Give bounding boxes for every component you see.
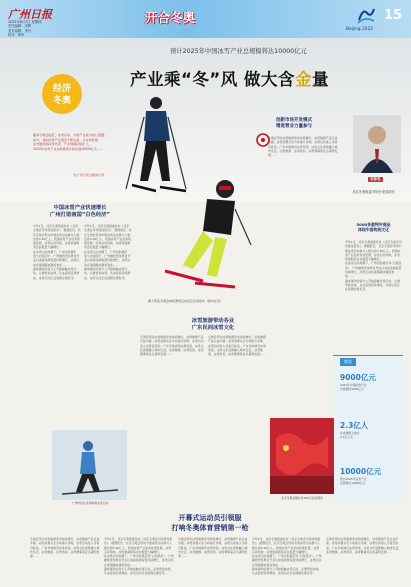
bottom-body-col-3: 冬奥会带动冰雪旅游需求持续增长，冰雪旅游产品日益丰富。冰雪消费从北方向南方延伸，冰雪运动进入寻常百姓家。广东多地建设冰雪场馆，冰雪文化逐渐融入城市生活，冰雪旅游、冰雪培训、冰雪赛事等业态蓬勃发展…… xyxy=(178,537,248,559)
interview-body: 冬奥会带动冰雪旅游需求持续增长，冰雪旅游产品日益丰富。冰雪消费从北方向南方延伸，冰雪运动进入寻常百姓家。广东多地建设冰雪场馆，冰雪文化逐渐融入城市生活，冰雪旅游、冰雪培训、冰雪赛事等业态蓬勃发展…… xyxy=(268,136,338,158)
olympic-emblem-icon xyxy=(355,4,377,26)
stat-3-note: 预计2025年冰雪产业 总规模达10000亿元 xyxy=(340,477,367,485)
stat-1-note: 2021年中国冰雪产业 总规模约9000亿元 xyxy=(340,383,367,391)
hero-headline xyxy=(130,66,329,90)
lead-credit: 文/广州日报全媒体记者 xyxy=(73,173,105,177)
interview-title: 创新市场开发模式 增进营业力量参与 xyxy=(276,118,312,129)
ice-rink-photo xyxy=(52,430,127,500)
ice-photo-caption: 广州市民在冰场体验冰雪运动 xyxy=(71,501,109,505)
flag-photo-caption: 北京冬奥会倒计时100天活动现场 xyxy=(281,496,323,500)
olympic-label: Beijing 2022 xyxy=(346,27,373,32)
article-2-title: 冰雪旅游带动各业 广东民间冰雪文化 xyxy=(191,318,235,331)
headline-part-a: 产业乘“冬”风 做大含 xyxy=(130,70,295,89)
stat-2-value: 2.3亿人 xyxy=(340,421,369,430)
page-number: 15 xyxy=(384,8,403,23)
bottom-article-title: 开幕式运动员引领服 打响冬奥体育营销第一枪 xyxy=(171,514,249,532)
stat-1-value: 9000亿元 xyxy=(340,373,376,382)
section-title: 开合冬奥 xyxy=(145,10,196,25)
headline-part-b: 量 xyxy=(311,70,329,89)
stat-3-value: 10000亿元 xyxy=(340,467,382,476)
skier-photo-2 xyxy=(155,175,255,295)
data-box-tag: 数说 xyxy=(340,358,356,366)
newspaper-logo: 广州日报 xyxy=(8,8,52,21)
stamp-line-2: 冬奥 xyxy=(52,96,72,106)
article-1-body: 今年1月，北京冬奥组委发布《北京冬奥会可持续性报告》。根据报告，北京冬奥会带动中国冰雪运动参与人数达到3.46亿人。我国冰雪产业迎来快速发展，冰雪运动场地、冰雪装备制造企业数量大幅增长。 在冰雪运动热潮下，广州也积极打造“白色经济”。广州融创雪世界自开业以来接待游客量持续增长，冰雪运动在南国越来越受欢迎…… 越来越多的南方人开始接触冰雪运动，从滑雪到冰球，从冰壶到花样滑冰，冰雪运动正在南国生根发芽。 xyxy=(33,224,81,280)
interview-pull-quote: 5000多款特许商品 体现中国传统文化 xyxy=(356,222,391,233)
lead-paragraph: 随着冬奥会临近，冰雪运动、冰雪产业成为热门话题。 如今，我国冰雪产业链条不断完善，从冰雪装备、 冰雪旅游到冰雪培训，产业规模持续扩大， 2025年冰雪产业总规模预计将达到10000亿元…… xyxy=(33,133,108,151)
interviewee-name: 专家名 xyxy=(370,177,381,181)
flag-ceremony-photo xyxy=(270,418,334,494)
masthead-banner xyxy=(0,0,411,38)
stat-2-note: 冰雪旅游人数达 2.3亿人次 xyxy=(340,431,360,439)
article-1-title: 中国冰雪产业快速增长 广州打造南国“白色经济” xyxy=(50,205,110,218)
bottom-body-col-4: 今年1月，北京冬奥组委发布《北京冬奥会可持续性报告》。根据报告，北京冬奥会带动中国冰雪运动参与人数达到3.46亿人。我国冰雪产业迎来快速发展，冰雪运动场地、冰雪装备制造企业数量大幅增长。 在冰雪运动热潮下，广州也积极打造“白色经济”。广州融创雪世界自开业以来接待游客量持续增长，冰雪运动在南国越来越受欢迎…… 越来越多的南方人开始接触冰雪运动，从滑雪到冰球，从冰壶到花样滑冰，冰雪运动正在南国生根发芽。 xyxy=(252,537,322,576)
dateline: 2025年8月7日 星期四 责任编辑：吴辉 美术编辑：李丹 校对：廖军 xyxy=(8,20,42,37)
article-1-body-cont: 今年1月，北京冬奥组委发布《北京冬奥会可持续性报告》。根据报告，北京冬奥会带动中国冰雪运动参与人数达到3.46亿人。我国冰雪产业迎来快速发展，冰雪运动场地、冰雪装备制造企业数量大幅增长。 在冰雪运动热潮下，广州也积极打造“白色经济”。广州融创雪世界自开业以来接待游客量持续增长，冰雪运动在南国越来越受欢迎…… 越来越多的南方人开始接触冰雪运动，从滑雪到冰球，从冰壶到花样滑冰，冰雪运动正在南国生根发芽。 xyxy=(84,224,132,280)
headline-accent: 金 xyxy=(294,70,312,89)
bottom-body-col-1: 冬奥会带动冰雪旅游需求持续增长，冰雪旅游产品日益丰富。冰雪消费从北方向南方延伸，冰雪运动进入寻常百姓家。广东多地建设冰雪场馆，冰雪文化逐渐融入城市生活，冰雪旅游、冰雪培训、冰雪赛事等业态蓬勃发展…… xyxy=(30,537,100,559)
interview-body-cont: 今年1月，北京冬奥组委发布《北京冬奥会可持续性报告》。根据报告，北京冬奥会带动中国冰雪运动参与人数达到3.46亿人。我国冰雪产业迎来快速发展，冰雪运动场地、冰雪装备制造企业数量大幅增长。 在冰雪运动热潮下，广州也积极打造“白色经济”。广州融创雪世界自开业以来接待游客量持续增长，冰雪运动在南国越来越受欢迎…… 越来越多的南方人开始接触冰雪运动，从滑雪到冰球，从冰壶到花样滑冰，冰雪运动正在南国生根发芽。 xyxy=(345,240,402,292)
interviewee-portrait xyxy=(353,115,401,173)
interviewee-title: 北京冬奥组委市场开发部部长 xyxy=(352,190,395,194)
section-stamp xyxy=(40,72,84,116)
bottom-body-col-2: 今年1月，北京冬奥组委发布《北京冬奥会可持续性报告》。根据报告，北京冬奥会带动中国冰雪运动参与人数达到3.46亿人。我国冰雪产业迎来快速发展，冰雪运动场地、冰雪装备制造企业数量大幅增长。 在冰雪运动热潮下，广州也积极打造“白色经济”。广州融创雪世界自开业以来接待游客量持续增长，冰雪运动在南国越来越受欢迎…… 越来越多的南方人开始接触冰雪运动，从滑雪到冰球，从冰壶到花样滑冰，冰雪运动正在南国生根发芽。 xyxy=(104,537,174,576)
article-2-body: 冬奥会带动冰雪旅游需求持续增长，冰雪旅游产品日益丰富。冰雪消费从北方向南方延伸，冰雪运动进入寻常百姓家。广东多地建设冰雪场馆，冰雪文化逐渐融入城市生活，冰雪旅游、冰雪培训、冰雪赛事等业态蓬勃发展…… xyxy=(140,335,204,357)
stamp-line-1: 经济 xyxy=(52,84,72,94)
bottom-body-col-5: 冬奥会带动冰雪旅游需求持续增长，冰雪旅游产品日益丰富。冰雪消费从北方向南方延伸，冰雪运动进入寻常百姓家。广东多地建设冰雪场馆，冰雪文化逐渐融入城市生活，冰雪旅游、冰雪培训、冰雪赛事等业态蓬勃发展…… xyxy=(326,537,402,554)
article-2-body-cont: 冬奥会带动冰雪旅游需求持续增长，冰雪旅游产品日益丰富。冰雪消费从北方向南方延伸，冰雪运动进入寻常百姓家。广东多地建设冰雪场馆，冰雪文化逐渐融入城市生活，冰雪旅游、冰雪培训、冰雪赛事等业态蓬勃发展…… xyxy=(208,335,266,357)
hero-kicker: 预计2025年中国冰雪产业总规模将达10000亿元 xyxy=(170,48,307,55)
hero-photo-caption: 澳大利亚冬奥会单板滑雪运动员正在训练中（新华社发） xyxy=(148,299,224,303)
